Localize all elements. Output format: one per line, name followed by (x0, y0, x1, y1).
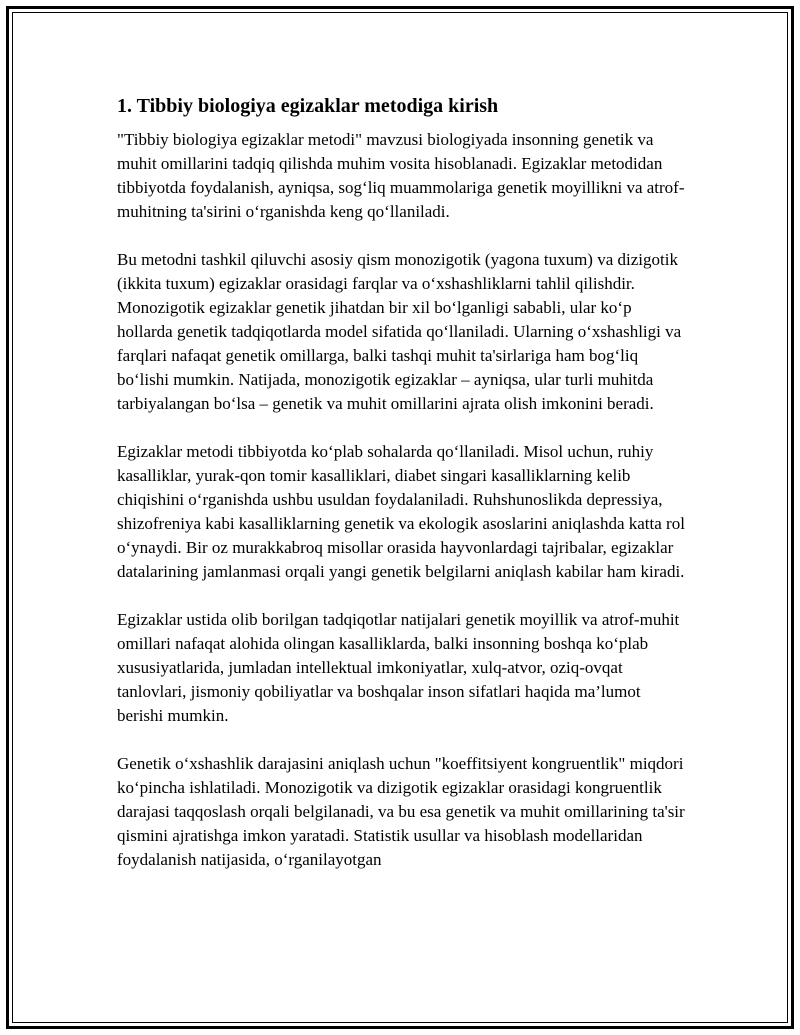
paragraph-research-results: Egizaklar ustida olib borilgan tadqiqotlar natijalari genetik moyillik va atrof-muhit omillari nafaqat alohida olingan kasalliklarda, balki insonning boshqa ko‘plab xususiyatlarida, jumladan intellektual imkoniyatlar, xulq-atvor, oziq-ovqat tanlovlari, jismoniy qobiliyatlar va boshqalar inson sifatlari haqida ma’lumot berishi mumkin. (117, 610, 680, 725)
paragraph-concordance: Genetik o‘xshashlik darajasini aniqlash uchun "koeffitsiyent kongruentlik" miqdori ko‘pincha ishlatiladi. Monozigotik va dizigotik egizaklar orasidagi kongruentlik darajasi taqqoslash orqali belgilanadi, va bu esa genetik va muhit omillarining ta'sir qismini ajratishga imkon yaratadi. Statistik usullar va hisoblash modellaridan foydalanish natijasida, o‘rganilayotgan (117, 754, 685, 869)
paragraph-medical-applications: Egizaklar metodi tibbiyotda ko‘plab sohalarda qo‘llaniladi. Misol uchun, ruhiy kasalliklar, yurak-qon tomir kasalliklari, diabet singari kasalliklarning kelib chiqishini o‘rganishda ushbu usuldan foydalaniladi. Ruhshunoslikda depressiya, shizofreniya kabi kasalliklarning genetik va ekologik asoslarini aniqlashda katta rol o‘ynaydi. Bir oz murakkabroq misollar orasida hayvonlardagi tajribalar, egizaklar datalarining jamlanmasi orqali yangi genetik belgilarni aniqlash kabilar ham kiradi. (117, 442, 685, 581)
section-heading: 1. Tibbiy biologiya egizaklar metodiga kirish (117, 95, 499, 117)
paragraph-method-basis: Bu metodni tashkil qiluvchi asosiy qism monozigotik (yagona tuxum) va dizigotik (ikkita tuxum) egizaklar orasidagi farqlar va o‘xshashliklarni tahlil qilishdir. Monozigotik egizaklar genetik jihatdan bir xil bo‘lganligi sababli, ular ko‘p hollarda genetik tadqiqotlarda model sifatida qo‘llaniladi. Ularning o‘xshashligi va farqlari nafaqat genetik omillarga, balki tashqi muhit ta'sirlariga ham bog‘liq bo‘lishi mumkin. Natijada, monozigotik egizaklar – ayniqsa, ular turli muhitda tarbiyalangan bo‘lsa – genetik va muhit omillarini ajrata olish imkonini beradi. (117, 250, 682, 413)
paragraph-intro: "Tibbiy biologiya egizaklar metodi" mavzusi biologiyada insonning genetik va muhit omillarini tadqiq qilishda muhim vosita hisoblanadi. Egizaklar metodidan tibbiyotda foydalanish, ayniqsa, sog‘liq muammolariga genetik moyillikni va atrof-muhitning ta'sirini o‘rganishda keng qo‘llaniladi. (117, 130, 685, 221)
document-body (117, 94, 689, 896)
